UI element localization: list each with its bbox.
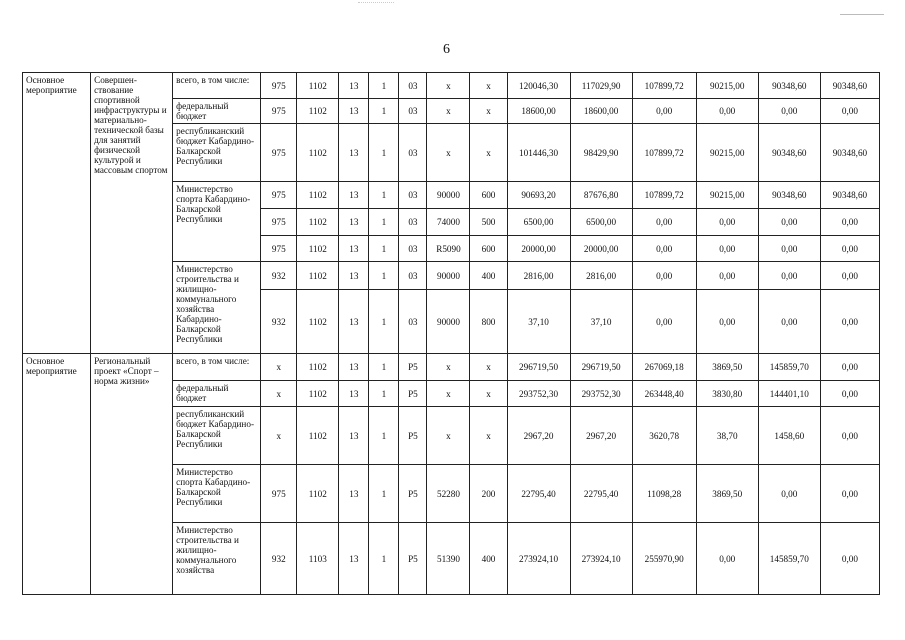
cell: 145859,70 [758,354,820,381]
cell: 1 [369,290,399,354]
cell: 90348,60 [820,182,879,209]
cell: 1 [369,73,399,99]
cell: 0,00 [758,99,820,124]
cell: 1 [369,262,399,290]
cell: 13 [339,290,369,354]
cell: 11098,28 [632,465,696,523]
cell: 90693,20 [507,182,570,209]
cell: 3620,78 [632,407,696,465]
cell: 107899,72 [632,124,696,182]
cell: 145859,70 [758,523,820,595]
cell: 52280 [427,465,470,523]
cell: 1 [369,381,399,407]
cell: 267069,18 [632,354,696,381]
cell: 1102 [297,182,339,209]
row-desc: всего, в том числе: [173,73,261,99]
cell: 03 [399,73,427,99]
cell: 03 [399,124,427,182]
cell: 1 [369,182,399,209]
event-name-cell: Региональный проект «Спорт – норма жизни» [91,354,173,595]
cell: x [470,124,507,182]
cell: 51390 [427,523,470,595]
cell: 90215,00 [696,124,758,182]
event-type-cell: Основное мероприятие [23,73,91,354]
cell: 13 [339,465,369,523]
cell: 13 [339,124,369,182]
table-row [23,73,880,99]
cell: 90348,60 [758,73,820,99]
cell: 263448,40 [632,381,696,407]
cell: 37,10 [507,290,570,354]
cell: 255970,90 [632,523,696,595]
cell: 1102 [297,354,339,381]
cell: 1102 [297,99,339,124]
cell: 22795,40 [570,465,632,523]
cell: 1 [369,465,399,523]
cell: 90348,60 [758,124,820,182]
cell: 2967,20 [507,407,570,465]
cell: x [427,354,470,381]
cell: 1102 [297,290,339,354]
page-number: 6 [443,42,450,57]
cell: 107899,72 [632,73,696,99]
cell: 600 [470,236,507,262]
cell: 87676,80 [570,182,632,209]
cell: 1103 [297,523,339,595]
cell: 932 [261,290,297,354]
row-desc: всего, в том числе: [173,354,261,381]
cell: 13 [339,209,369,236]
cell: 975 [261,182,297,209]
cell: 0,00 [632,262,696,290]
cell: 90348,60 [820,73,879,99]
cell: 90215,00 [696,73,758,99]
cell: 0,00 [632,290,696,354]
cell: x [427,124,470,182]
cell: 03 [399,209,427,236]
cell: P5 [399,523,427,595]
cell: 0,00 [632,99,696,124]
cell: 6500,00 [507,209,570,236]
row-desc: республиканский бюджет Кабардино-Балкарской Республики [173,407,261,465]
cell: 18600,00 [570,99,632,124]
cell: 90000 [427,182,470,209]
cell: 200 [470,465,507,523]
cell: P5 [399,407,427,465]
scan-artifact [840,14,884,15]
cell: 1 [369,523,399,595]
cell: 0,00 [820,523,879,595]
cell: 13 [339,354,369,381]
event-name-cell: Совершен-ствование спортивной инфраструктуры и материально-технической базы для занятий физической культурой и массовым спортом [91,73,173,354]
cell: 0,00 [820,465,879,523]
cell: 2967,20 [570,407,632,465]
cell: 2816,00 [570,262,632,290]
cell: 3869,50 [696,354,758,381]
cell: 0,00 [758,236,820,262]
cell: P5 [399,381,427,407]
cell: 400 [470,262,507,290]
cell: 13 [339,182,369,209]
cell: 0,00 [758,262,820,290]
cell: 296719,50 [507,354,570,381]
cell: 03 [399,236,427,262]
cell: 0,00 [820,290,879,354]
cell: 13 [339,73,369,99]
cell: 400 [470,523,507,595]
cell: 800 [470,290,507,354]
row-desc: федеральный бюджет [173,381,261,407]
row-desc: Министерство строительства и жилищно-коммунального хозяйства [173,523,261,595]
row-desc: Министерство спорта Кабардино-Балкарской Республики [173,182,261,262]
cell: 0,00 [820,99,879,124]
cell: 0,00 [820,236,879,262]
cell: 296719,50 [570,354,632,381]
cell: 38,70 [696,407,758,465]
cell: 107899,72 [632,182,696,209]
cell: P5 [399,354,427,381]
cell: 1102 [297,236,339,262]
cell: 0,00 [758,465,820,523]
cell: x [261,407,297,465]
cell: 13 [339,407,369,465]
table-row [23,354,880,381]
row-desc: Министерство строительства и жилищно-коммунального хозяйства Кабардино-Балкарской Республики [173,262,261,354]
cell: 600 [470,182,507,209]
row-desc: Министерство спорта Кабардино-Балкарской Республики [173,465,261,523]
cell: 1102 [297,124,339,182]
cell: 932 [261,523,297,595]
cell: 0,00 [632,209,696,236]
cell: 975 [261,124,297,182]
cell: 1102 [297,209,339,236]
cell: 975 [261,73,297,99]
cell: R5090 [427,236,470,262]
cell: 3869,50 [696,465,758,523]
cell: 74000 [427,209,470,236]
cell: 2816,00 [507,262,570,290]
cell: 6500,00 [570,209,632,236]
cell: 975 [261,236,297,262]
cell: 273924,10 [570,523,632,595]
cell: x [427,99,470,124]
cell: x [470,73,507,99]
cell: 273924,10 [507,523,570,595]
cell: 1102 [297,262,339,290]
cell: 0,00 [820,354,879,381]
cell: 03 [399,262,427,290]
cell: 13 [339,236,369,262]
cell: x [427,73,470,99]
cell: 1 [369,236,399,262]
cell: P5 [399,465,427,523]
cell: 20000,00 [507,236,570,262]
cell: 975 [261,465,297,523]
budget-table [22,72,880,595]
cell: 37,10 [570,290,632,354]
cell: 03 [399,182,427,209]
event-type-cell: Основное мероприятие [23,354,91,595]
cell: 0,00 [696,236,758,262]
cell: 0,00 [696,290,758,354]
cell: x [470,407,507,465]
cell: 13 [339,99,369,124]
cell: 975 [261,209,297,236]
cell: 13 [339,523,369,595]
cell: x [427,381,470,407]
cell: 1 [369,407,399,465]
cell: 0,00 [820,209,879,236]
cell: 120046,30 [507,73,570,99]
cell: 500 [470,209,507,236]
cell: 117029,90 [570,73,632,99]
cell: x [470,99,507,124]
cell: 1 [369,209,399,236]
cell: 98429,90 [570,124,632,182]
cell: 0,00 [696,523,758,595]
cell: 20000,00 [570,236,632,262]
cell: x [261,381,297,407]
cell: 975 [261,99,297,124]
cell: 18600,00 [507,99,570,124]
cell: 90215,00 [696,182,758,209]
cell: x [470,381,507,407]
cell: 13 [339,262,369,290]
cell: 03 [399,290,427,354]
scan-artifact [358,2,394,3]
cell: 90348,60 [758,182,820,209]
cell: 1 [369,124,399,182]
cell: x [470,354,507,381]
row-desc: федеральный бюджет [173,99,261,124]
cell: 0,00 [696,262,758,290]
cell: 03 [399,99,427,124]
cell: 1 [369,354,399,381]
cell: 0,00 [696,99,758,124]
cell: 90000 [427,262,470,290]
cell: 3830,80 [696,381,758,407]
cell: 101446,30 [507,124,570,182]
cell: 0,00 [820,407,879,465]
cell: 0,00 [758,209,820,236]
cell: 144401,10 [758,381,820,407]
cell: 22795,40 [507,465,570,523]
cell: 293752,30 [570,381,632,407]
cell: 0,00 [758,290,820,354]
cell: 1102 [297,73,339,99]
cell: 0,00 [820,262,879,290]
cell: 1102 [297,381,339,407]
cell: 1102 [297,465,339,523]
cell: 293752,30 [507,381,570,407]
cell: 90000 [427,290,470,354]
cell: 1 [369,99,399,124]
cell: 0,00 [632,236,696,262]
cell: 0,00 [696,209,758,236]
cell: 13 [339,381,369,407]
cell: x [261,354,297,381]
cell: 90348,60 [820,124,879,182]
row-desc: республиканский бюджет Кабардино-Балкарской Республики [173,124,261,182]
cell: 0,00 [820,381,879,407]
cell: x [427,407,470,465]
cell: 932 [261,262,297,290]
cell: 1102 [297,407,339,465]
cell: 1458,60 [758,407,820,465]
